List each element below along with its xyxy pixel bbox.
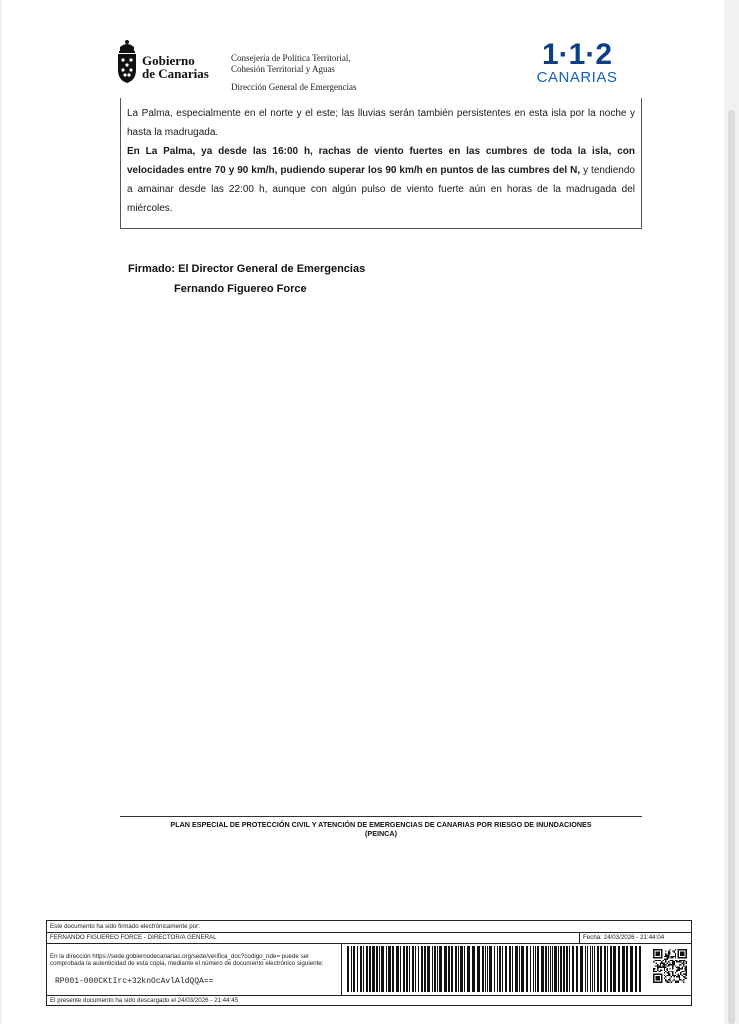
gobierno-canarias-logo-text [142,54,209,80]
forecast-text-box [120,98,642,229]
electronic-signature-box [46,920,692,1006]
logo-112-number: 1·1·2 [541,38,613,71]
verification-divider [341,943,342,995]
verification-row [47,943,691,996]
downloaded-notice: El presente documento ha sido descargado el 24/03/2026 - 21:44:45 [50,997,239,1004]
consejeria-block [231,53,351,75]
plan-title-line1: PLAN ESPECIAL DE PROTECCIÓN CIVIL Y ATENCIÓN DE EMERGENCIAS DE CANARIAS POR RIESGO DE INUNDACIONES [170,820,592,829]
consejeria-line2: Cohesión Territorial y Aguas [231,64,335,74]
plan-title-line2: (PEINCA) [365,829,397,838]
scrollbar[interactable] [728,110,735,1024]
verification-url-text[interactable]: En la dirección https://sede.gobiernodecanarias.org/sede/verifica_doc?codigo_nde= puede ser comprobada la autenticidad de esta copia, mediante el número de documento electrónico siguiente: [50,953,324,967]
paragraph-wind-rest: y tendiendo a amainar desde las 22:00 h, aunque con algún pulso de viento fuerte aún en horas de la madrugada del miércoles. [127,165,635,214]
paragraph-la-palma-wind [127,142,635,218]
logo-112-region: CANARIAS [536,69,618,86]
paragraph-la-palma-rain: La Palma, especialmente en el norte y el este; las lluvias serán también persistentes en esta isla por la noche y hasta la madrugada. [127,108,635,138]
consejeria-line1: Consejería de Política Territorial, [231,53,351,63]
gobierno-canarias-emblem-icon [113,38,141,89]
signature-name: Fernando Figuereo Force [174,283,307,295]
signature-title: Firmado: El Director General de Emergencias [128,263,366,275]
paragraph-wind-bold: En La Palma, ya desde las 16:00 h, rachas de viento fuertes en las cumbres de toda la isla, con velocidades entre 70 y 90 km/h, pudiendo superar los 90 km/h en puntos de las cumbres del N, [127,146,635,176]
logo-112-canarias [536,40,618,86]
document-code: RP001-000CKtIrc+32knOcAvlAldQQA== [55,977,214,986]
gobierno-line2: de Canarias [142,66,209,81]
gobierno-line1: Gobierno [142,53,195,68]
signer-name: FERNANDO FIGUEREO FORCE - DIRECTOR/A GENERAL [50,934,217,941]
barcode-icon [347,946,643,992]
direccion-general: Dirección General de Emergencias [231,82,357,92]
plan-divider [120,816,642,817]
plan-title [120,820,642,838]
signed-notice: Este documento ha sido firmado electrónicamente por: [50,923,200,930]
qr-code-icon [653,949,687,983]
signature-date: Fecha: 24/03/2026 - 21:44:04 [579,932,664,943]
